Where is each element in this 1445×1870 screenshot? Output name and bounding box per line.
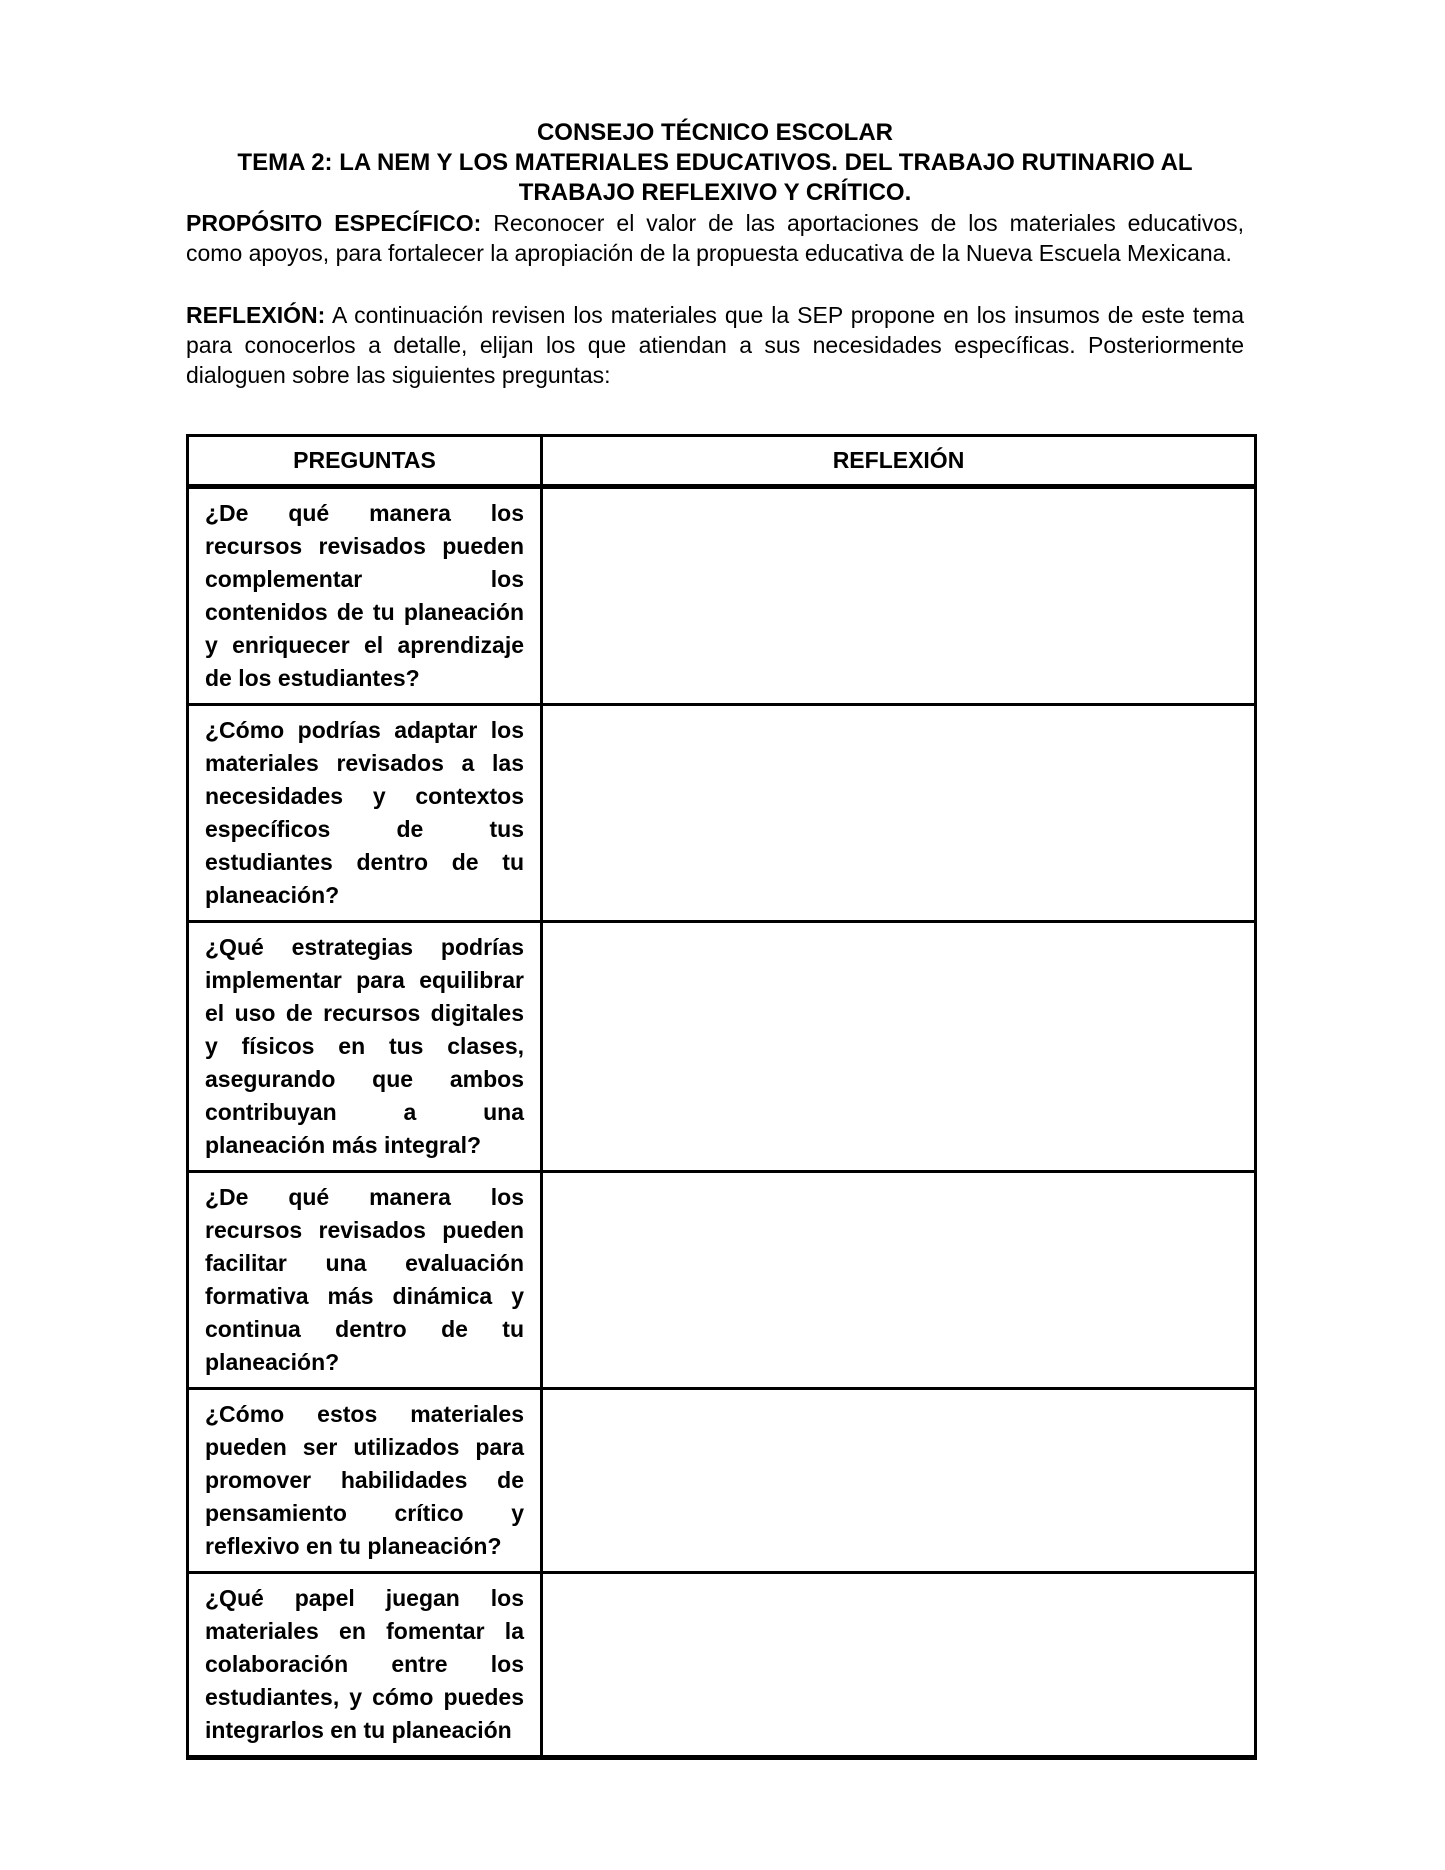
reflection-cell[interactable] bbox=[542, 1172, 1256, 1389]
reflection-cell[interactable] bbox=[542, 487, 1256, 705]
preguntas-column-header: PREGUNTAS bbox=[188, 436, 542, 487]
table-row bbox=[188, 487, 1256, 705]
question-cell: ¿Cómo podrías adaptar los materiales revisados a las necesidades y contextos específicos de tus estudiantes dentro de tu planeación? bbox=[188, 705, 542, 922]
question-cell: ¿De qué manera los recursos revisados pueden facilitar una evaluación formativa más dinámica y continua dentro de tu planeación? bbox=[188, 1172, 542, 1389]
table-row bbox=[188, 1573, 1256, 1758]
proposito-label: PROPÓSITO ESPECÍFICO: bbox=[186, 210, 482, 236]
reflection-cell[interactable] bbox=[542, 1389, 1256, 1573]
reflection-cell[interactable] bbox=[542, 1573, 1256, 1758]
proposito-paragraph bbox=[186, 208, 1244, 268]
preguntas-reflexion-table bbox=[186, 434, 1257, 1760]
document-heading-block bbox=[186, 118, 1244, 208]
reflexion-label: REFLEXIÓN: bbox=[186, 302, 326, 328]
reflexion-paragraph bbox=[186, 300, 1244, 390]
reflexion-column-header: REFLEXIÓN bbox=[542, 436, 1256, 487]
reflection-cell[interactable] bbox=[542, 705, 1256, 922]
proposito-text: Reconocer el valor de las aportaciones de los materiales educativos, como apoyos, para fortalecer la apropiación de la propuesta educativa de la Nueva Escuela Mexicana. bbox=[186, 210, 1245, 266]
table-row bbox=[188, 1172, 1256, 1389]
table-row bbox=[188, 1389, 1256, 1573]
document-title: CONSEJO TÉCNICO ESCOLAR bbox=[536, 119, 894, 146]
question-cell: ¿De qué manera los recursos revisados pueden complementar los contenidos de tu planeación y enriquecer el aprendizaje de los estudiantes? bbox=[188, 487, 542, 705]
question-cell: ¿Cómo estos materiales pueden ser utilizados para promover habilidades de pensamiento crítico y reflexivo en tu planeación? bbox=[188, 1389, 542, 1573]
question-cell: ¿Qué estrategias podrías implementar para equilibrar el uso de recursos digitales y físicos en tus clases, asegurando que ambos contribuyan a una planeación más integral? bbox=[188, 922, 542, 1172]
reflexion-text: A continuación revisen los materiales que la SEP propone en los insumos de este tema para conocerlos a detalle, elijan los que atiendan a sus necesidades específicas. Posteriormente dialoguen sobre las siguientes preguntas: bbox=[186, 302, 1244, 388]
reflection-cell[interactable] bbox=[542, 922, 1256, 1172]
question-cell: ¿Qué papel juegan los materiales en fomentar la colaboración entre los estudiantes, y cómo puedes integrarlos en tu planeación bbox=[188, 1573, 542, 1758]
document-subtitle: TEMA 2: LA NEM Y LOS MATERIALES EDUCATIVOS. DEL TRABAJO RUTINARIO AL TRABAJO REFLEXIVO Y CRÍTICO. bbox=[237, 149, 1193, 206]
table-row bbox=[188, 922, 1256, 1172]
table-header-row bbox=[188, 436, 1256, 487]
table-row bbox=[188, 705, 1256, 922]
